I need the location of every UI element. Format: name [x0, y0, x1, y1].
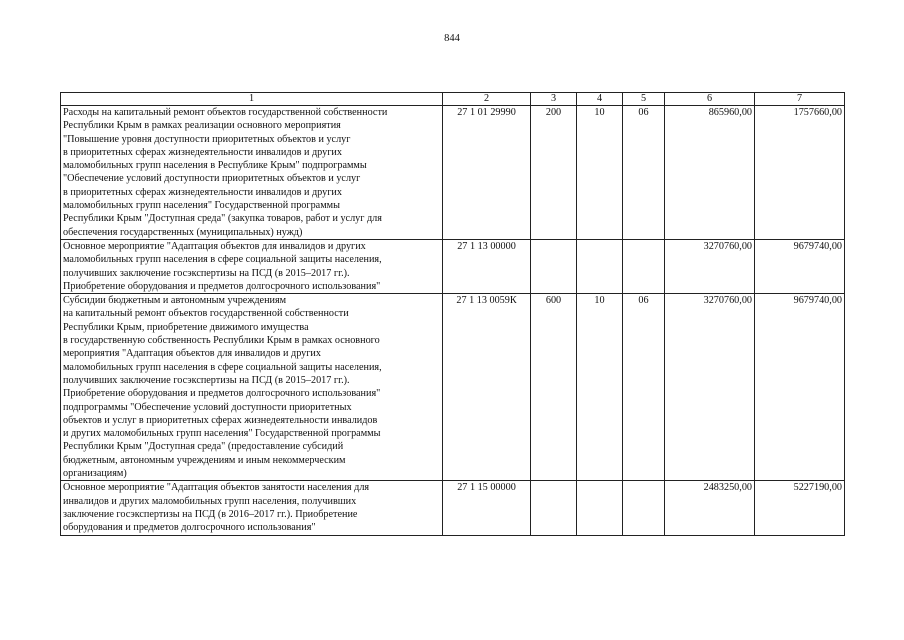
page-number: 844 — [444, 33, 460, 44]
row-col3: 600 — [531, 294, 577, 481]
row-code: 27 1 13 00000 — [443, 239, 531, 293]
column-header-3: 3 — [531, 93, 577, 106]
row-col4 — [577, 481, 623, 535]
row-amount-col6: 3270760,00 — [665, 239, 755, 293]
header-row — [61, 93, 845, 106]
row-col4: 10 — [577, 294, 623, 481]
row-amount-col6: 2483250,00 — [665, 481, 755, 535]
row-col5: 06 — [623, 106, 665, 240]
column-header-5: 5 — [623, 93, 665, 106]
row-amount-col7: 1757660,00 — [755, 106, 845, 240]
row-amount-col6: 865960,00 — [665, 106, 755, 240]
column-header-7: 7 — [755, 93, 845, 106]
row-code: 27 1 13 0059К — [443, 294, 531, 481]
column-header-4: 4 — [577, 93, 623, 106]
table-row — [61, 239, 845, 293]
row-col3 — [531, 481, 577, 535]
table-row — [61, 106, 845, 240]
row-col3: 200 — [531, 106, 577, 240]
row-name: Расходы на капитальный ремонт объектов государственной собственности Республики Крым в рамках реализации основного мероприятия "Повышение уровня доступности приоритетных объектов и услуг в приоритетных сферах жизнедеятельности инвалидов и других маломобильных групп населения в Республике Крым" подпрограммы "Обеспечение условий доступности приоритетных объектов и услуг в приоритетных сферах жизнедеятельности инвалидов и других маломобильных групп населения" Государственной программы Республики Крым "Доступная среда" (закупка товаров, работ и услуг для обеспечения государственных (муниципальных) нужд) — [61, 106, 443, 240]
row-code: 27 1 15 00000 — [443, 481, 531, 535]
table-row — [61, 481, 845, 535]
row-col3 — [531, 239, 577, 293]
column-header-2: 2 — [443, 93, 531, 106]
row-amount-col7: 5227190,00 — [755, 481, 845, 535]
row-name: Основное мероприятие "Адаптация объектов для инвалидов и других маломобильных групп населения в сфере социальной защиты населения, получивших заключение госэкспертизы на ПСД (в 2015–2017 гг.). Приобретение оборудования и предметов долгосрочного использования" — [61, 239, 443, 293]
row-amount-col7: 9679740,00 — [755, 239, 845, 293]
budget-table — [60, 92, 845, 536]
row-name: Основное мероприятие "Адаптация объектов занятости населения для инвалидов и других маломобильных групп населения, получивших заключение госэкспертизы на ПСД (в 2016–2017 гг.). Приобретение оборудования и предметов долгосрочного использования" — [61, 481, 443, 535]
column-header-6: 6 — [665, 93, 755, 106]
row-col4 — [577, 239, 623, 293]
row-col5 — [623, 239, 665, 293]
row-col4: 10 — [577, 106, 623, 240]
row-name: Субсидии бюджетным и автономным учреждениям на капитальный ремонт объектов государственной собственности Республики Крым, приобретение движимого имущества в государственную собственность Республики Крым в рамках основного мероприятия "Адаптация объектов для инвалидов и других маломобильных групп населения в сфере социальной защиты населения, получивших заключение госэкспертизы на ПСД (в 2015–2017 гг.). Приобретение оборудования и предметов долгосрочного использования" подпрограммы "Обеспечение условий доступности приоритетных объектов и услуг в приоритетных сферах жизнедеятельности инвалидов и других маломобильных групп населения" Государственной программы Республики Крым "Доступная среда" (предоставление субсидий бюджетным, автономным учреждениям и иным некоммерческим организациям) — [61, 294, 443, 481]
table-row — [61, 294, 845, 481]
row-code: 27 1 01 29990 — [443, 106, 531, 240]
row-amount-col7: 9679740,00 — [755, 294, 845, 481]
row-amount-col6: 3270760,00 — [665, 294, 755, 481]
row-col5 — [623, 481, 665, 535]
row-col5: 06 — [623, 294, 665, 481]
column-header-1: 1 — [61, 93, 443, 106]
